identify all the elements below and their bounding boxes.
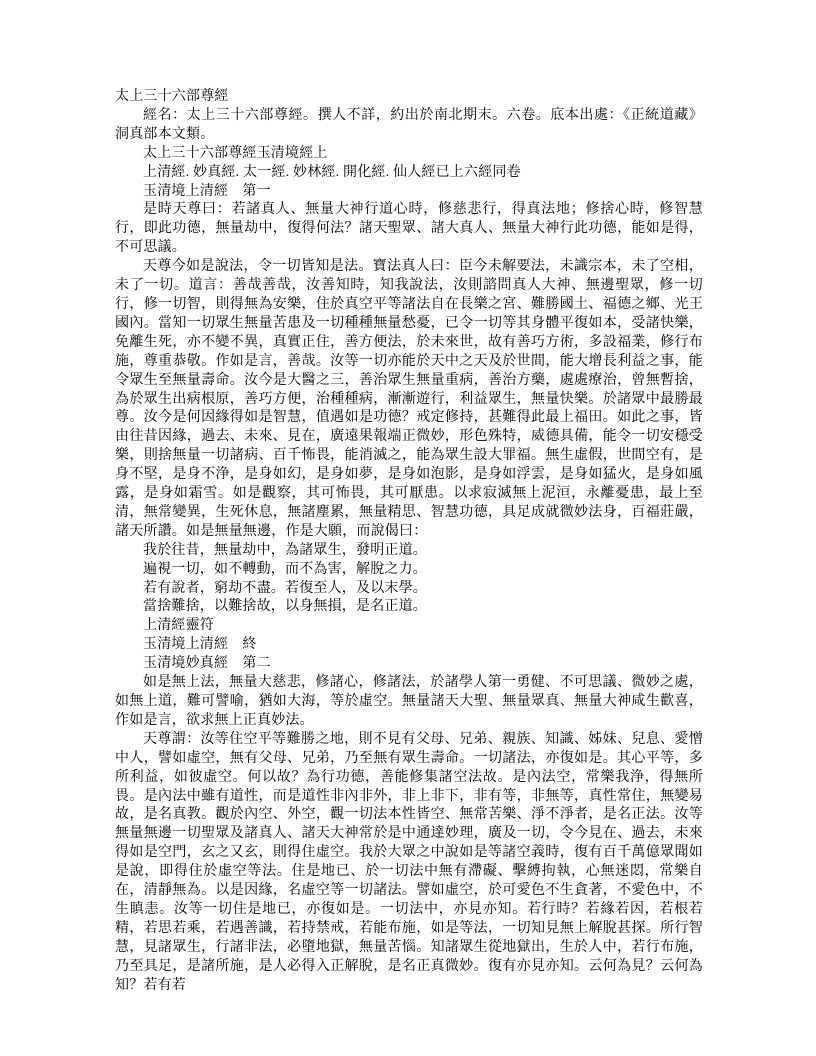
paragraph-chapter1-end: 玉清境上清經 終	[143, 637, 257, 653]
paragraph-chapter2-heading: 玉清境妙真經 第二	[143, 656, 271, 672]
paragraph-body: 是時天尊曰：若諸真人、無量大神行道心時，修慈悲行，得真法地；修捨心時，修智慧行，即此功德，無量劫中，復得何法？諸天聖眾、諸大真人、無量大神行此功德，能如是得，不可思議。	[115, 202, 703, 256]
paragraph-verse-line: 當捨難捨，以難捨故，以身無損，是名正道。	[143, 599, 427, 615]
paragraph-volume-title: 太上三十六部尊經玉清境經上	[143, 145, 328, 161]
paragraph-body: 如是無上法，無量大慈悲，修諸心，修諸法，於諸學人第一勇健、不可思議、微妙之處，如無上道，難可譬喻，猶如大海，等於虛空。無量諸天大聖、無量眾真、無量大神咸生歡喜，作如是言，欲求無上正真妙法。	[115, 675, 703, 728]
paragraph-scripture-list: 上清經. 妙真經. 太一經. 妙林經. 開化經. 仙人經已上六經同卷	[143, 164, 521, 180]
paragraph-colophon: 經名：太上三十六部尊經。撰人不詳，約出於南北期末。六卷。底本出處：《正統道藏》洞真部本文類。	[115, 107, 703, 142]
paragraph-body: 天尊今如是說法，令一切皆知是法。寶法真人曰：臣今未解要法，未識宗本，未了空相，未了一切。道言：善哉善哉，汝善知時，知我說法，汝則諮問真人大神、無邊聖眾，修一切行，修一切智，則得無為安樂，住於真空平等諸法自在長樂之宮、難勝國土、福德之鄉、光王國內。當知一切眾生無量苦患及一切種種無量愁憂，已令一切等其身體平復如本，受諸快樂，免離生死，亦不變不異，真實正住，善方便法，於未來世，故有善巧方術，多設福業，修行布施，尊重恭敬。作如是言，善哉。汝等一切亦能於天中之天及於世間，能大增長利益之事，能令眾生至無量壽命。汝今是大醫之三，善治眾生無量重病，善治方藥，處處療治，曾無暫捨，為於眾生出病根原，善巧方便，治種種病，漸漸遊行，利益眾生，無量快樂。於諸眾中最勝最尊。汝今是何因緣得如是智慧，值遇如是功德？戒定修持，甚難得此最上福田。如此之事，皆由往昔因緣，過去、未來、見在，廣遠果報端正微妙，形色殊特，威德具備，能令一切安穩受樂，則捨無量一切諸病、百千怖畏，能消滅之，能為眾生設大罪福。無生虛假，世間空有，是身不堅，是身不浄，是身如幻，是身如夢，是身如泡影，是身如浮雲，是身如猛火，是身如風露，是身如霜雪。如是觀察，其可怖畏，其可厭患。以求寂滅無上泥洹，永離憂患，最上至清，無常變異，生死休息，無諸塵累，無量精思、智慧功德，具足成就微妙法身，百福莊嚴，諸天所讚。如是無量無邊，作是大願，而說偈曰：	[115, 259, 703, 539]
paragraph-talisman-label: 上清經靈符	[143, 618, 214, 634]
document-content	[115, 88, 703, 996]
paragraph-verse-line: 若有說者，窮劫不盡。若復至人，及以末學。	[143, 580, 427, 596]
paragraph-verse-line: 我於往昔，無量劫中，為諸眾生，發明正道。	[143, 542, 427, 558]
document-title: 太上三十六部尊經	[115, 89, 229, 104]
paragraph-body: 天尊謂：汝等住空平等難勝之地，則不見有父母、兄弟、親族、知識、姊妹、兒息、愛憎中人，譬如虛空，無有父母、兄弟，乃至無有眾生壽命。一切諸法，亦復如是。其心平等，多所利益，如彼虛空。何以故？為行功德，善能修集諸空法故。是內法空，常樂我浄，得無所畏。是內法中雖有道性，而是道性非內非外，非上非下，非有等，非無等，真性常住，無變易故，是名真教。觀於內空、外空，觀一切法本性皆空、無常苦樂、淨不淨者，是名正法。汝等無量無邊一切聖眾及諸真人、諸天大神常於是中通達妙理，廣及一切，令今見在、過去，未來得如是空門，玄之又玄，則得住虛空。我於大眾之中說如是等諸空義時，復有百千萬億眾聞如是說，即得住於虛空等法。住是地已、於一切法中無有滯礙、擊縛拘執，心無迷悶，常樂自在，清靜無為。以是因緣，名虛空等一切諸法。譬如虛空，於可愛色不生貪著，不愛色中，不生瞋恚。汝等一切住是地已，亦復如是。一切法中，亦見亦知。若行時？若緣若因，若根若精，若思若乘，若遇善識，若持禁戒，若能布施，如是等法，一切知見無上解脫甚探。所行智慧，見諸眾生，行諸非法，必墮地獄，無量苦惱。知諸眾生從地獄出，生於人中，若行布施，乃至具足，是諸所施，是人必得入正解脫，是名正真微妙。復有亦見亦知。云何為見？云何為知？若有若	[115, 731, 703, 993]
paragraph-chapter1-heading: 玉清境上清經 第一	[143, 183, 271, 199]
paragraph-verse-line: 遍視一切，如不轉動，而不為害，解脫之力。	[143, 561, 427, 577]
